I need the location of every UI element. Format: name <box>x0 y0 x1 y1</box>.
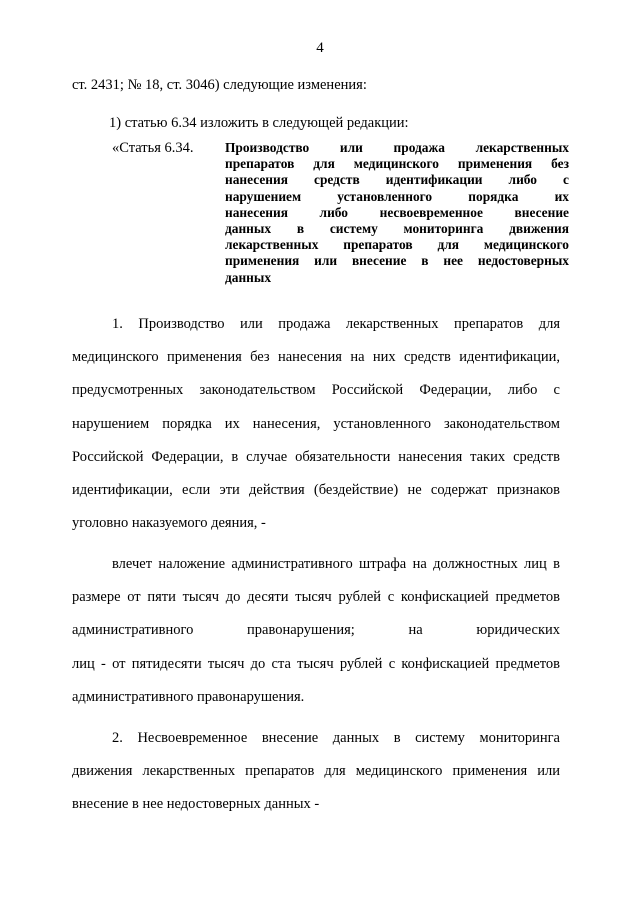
paragraph-line: влечет наложение административного штрафа на должностных лиц в <box>112 556 560 572</box>
article-title-line: нанесения средств идентификации либо с <box>225 172 569 188</box>
paragraph-line: Российской Федерации, в случае обязательности нанесения таких средств <box>72 448 560 465</box>
article-title <box>225 140 569 286</box>
paragraph-line: внесение в нее недостоверных данных - <box>72 796 320 813</box>
paragraph-line: 1. Производство или продажа лекарственных препаратов для <box>112 316 560 332</box>
article-title-line: нанесения либо несвоевременное внесение <box>225 204 569 220</box>
article-title-line: Производство или продажа лекарственных <box>225 140 569 155</box>
paragraph-line: движения лекарственных препаратов для медицинского применения или <box>72 763 560 780</box>
paragraph-line: размере от пяти тысяч до десяти тысяч рублей с конфискацией предметов <box>72 589 560 606</box>
paragraph-line: лиц - от пятидесяти тысяч до ста тысяч рублей с конфискацией предметов <box>72 655 560 672</box>
article-title-line: применения или внесение в нее недостоверных <box>225 253 569 269</box>
paragraph-line: административного правонарушения. <box>72 688 305 705</box>
article-label: «Статья 6.34. <box>112 140 194 156</box>
paragraph-line: медицинского применения без нанесения на них средств идентификации, <box>72 349 560 366</box>
page-number: 4 <box>316 40 324 56</box>
paragraph-line: предусмотренных законодательством Российской Федерации, либо с <box>72 382 560 399</box>
article-title-line: препаратов для медицинского применения без <box>225 156 569 172</box>
paragraph-line: идентификации, если эти действия (бездействие) не содержат признаков <box>72 482 560 499</box>
paragraph-1 <box>72 308 560 540</box>
article-title-line: лекарственных препаратов для медицинского <box>225 237 569 253</box>
article-title-line: нарушением установленного порядка их <box>225 188 569 204</box>
paragraph-line: нарушением порядка их нанесения, установленного законодательством <box>72 415 560 432</box>
paragraph-line: административного правонарушения; на юридических <box>72 622 560 639</box>
article-title-line: данных <box>225 269 272 285</box>
paragraph-line: уголовно наказуемого деяния, - <box>72 515 266 532</box>
article-title-line: данных в систему мониторинга движения <box>225 221 569 237</box>
paragraph-3 <box>72 722 560 822</box>
item-1-text: 1) статью 6.34 изложить в следующей редакции: <box>109 115 409 131</box>
paragraph-line: 2. Несвоевременное внесение данных в систему мониторинга <box>112 730 560 746</box>
intro-line: ст. 2431; № 18, ст. 3046) следующие изменения: <box>72 77 367 93</box>
paragraph-2 <box>72 548 560 714</box>
